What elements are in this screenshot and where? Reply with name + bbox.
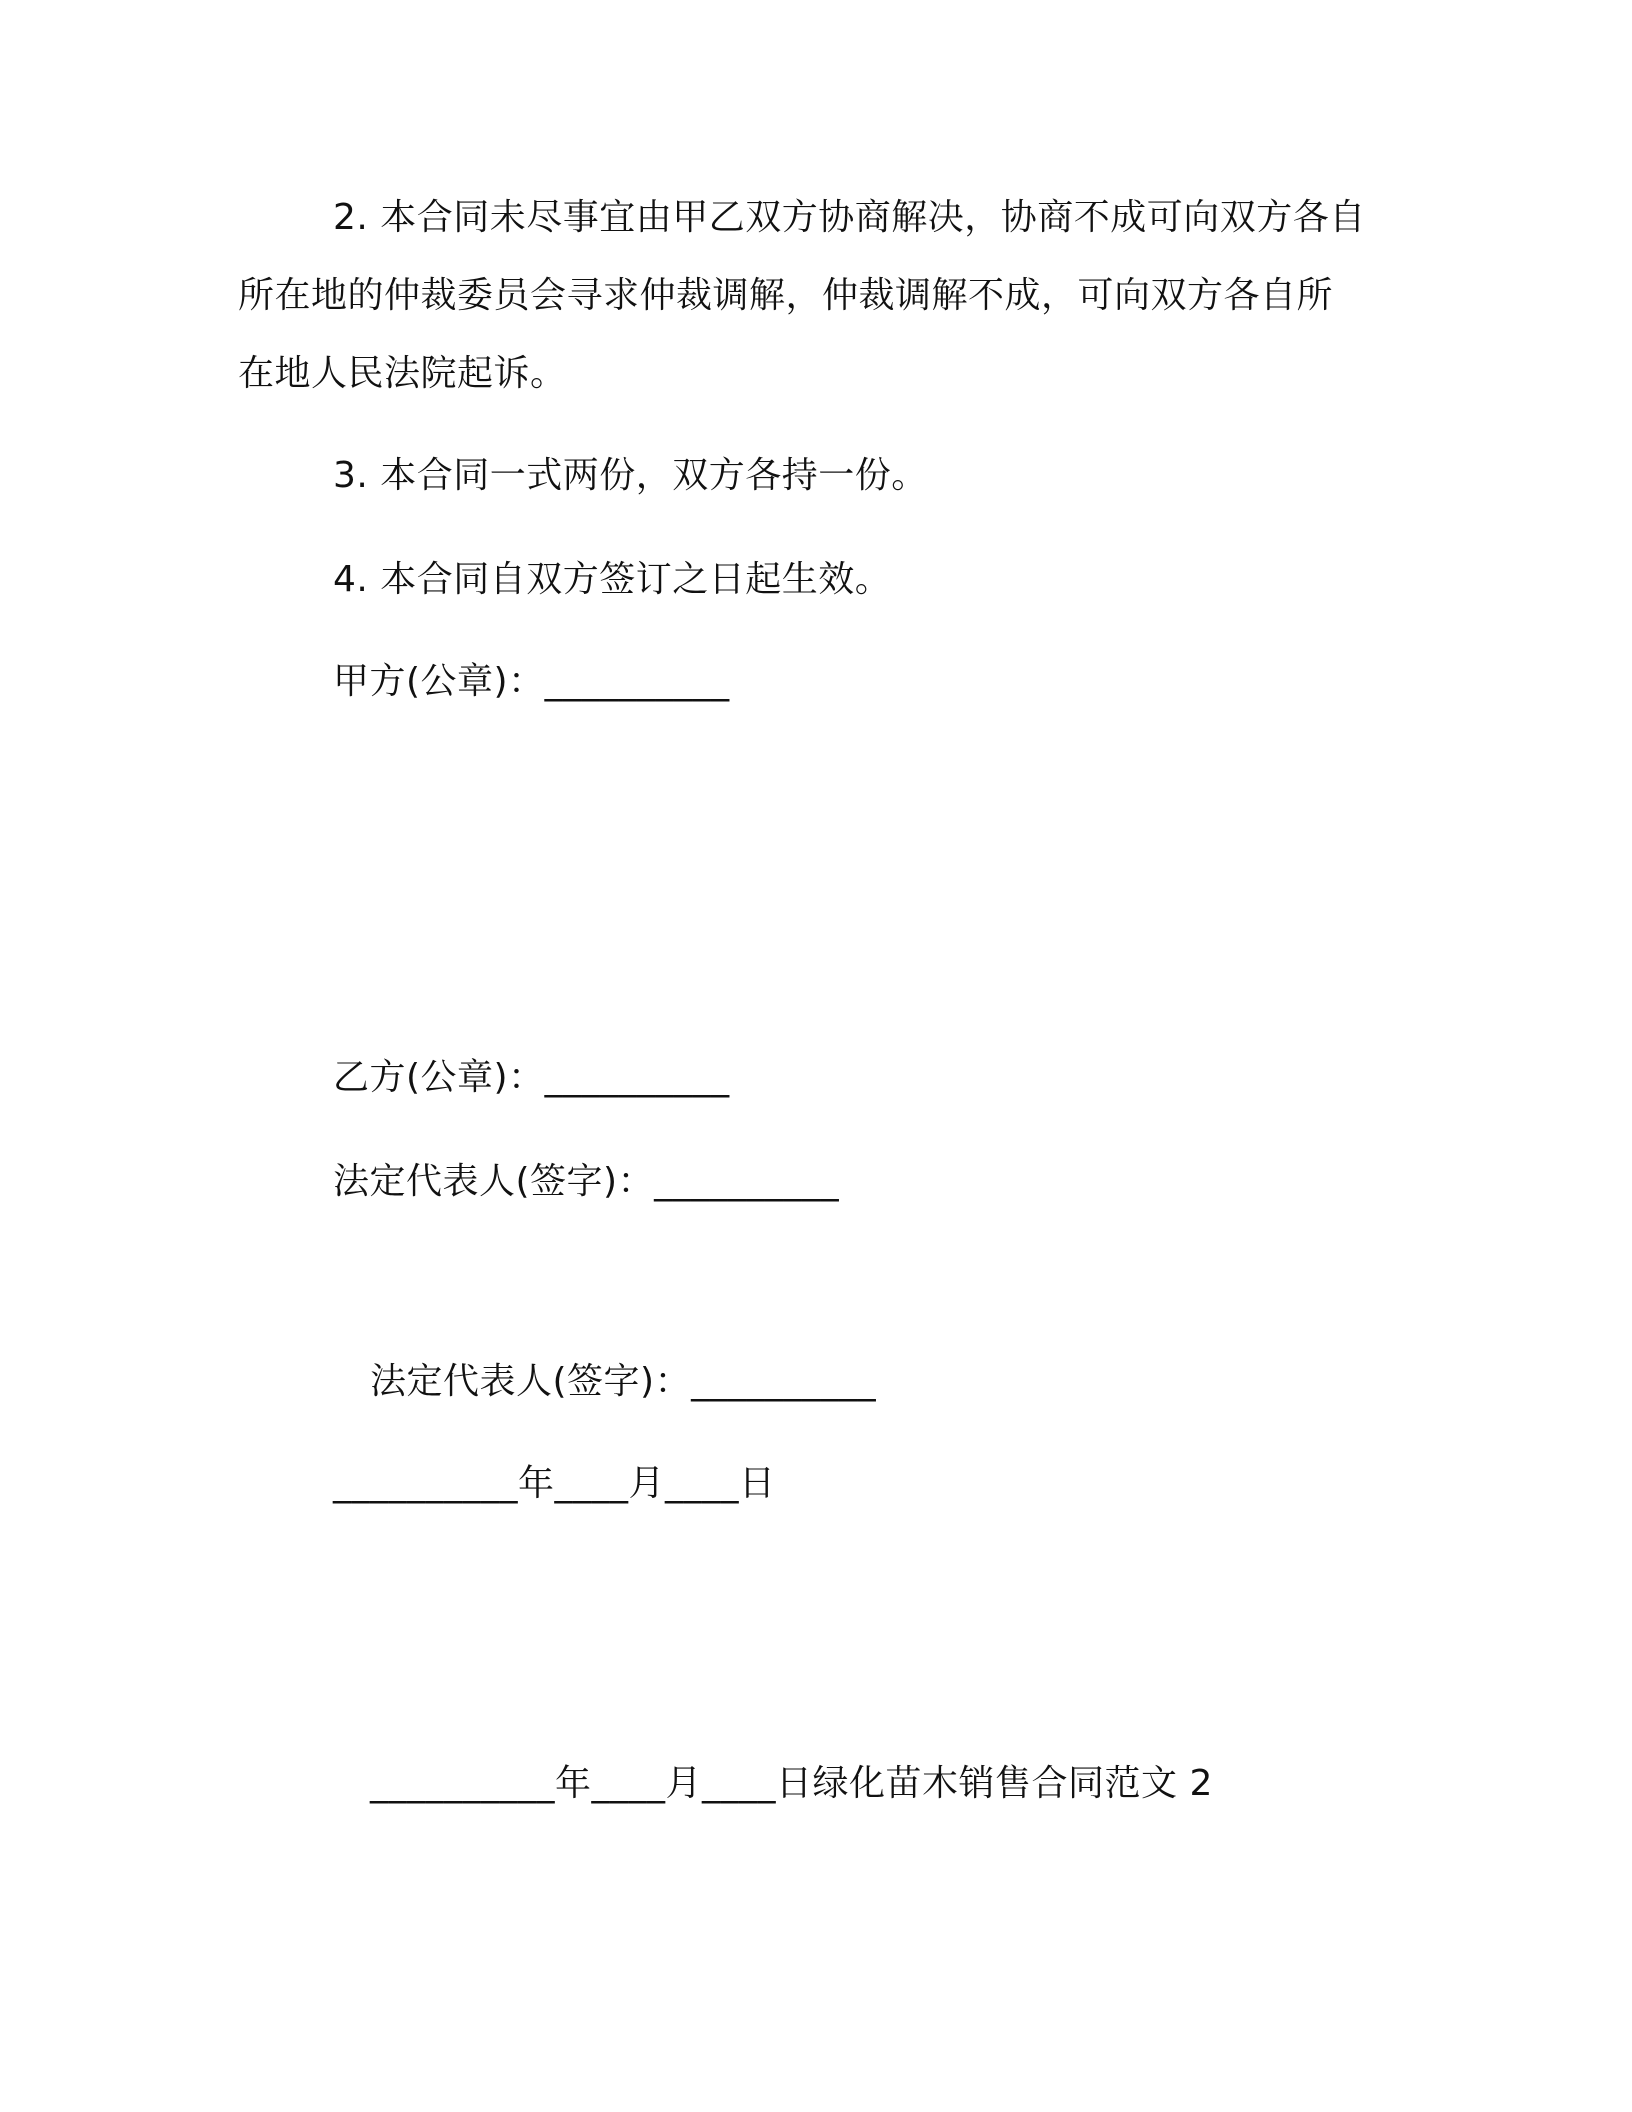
date-line-1: __________年____月____日 — [333, 1463, 776, 1504]
legal-rep-signature-line-2: 法定代表人(签字)：__________ — [370, 1361, 877, 1402]
clause-3: 3. 本合同一式两份，双方各持一份。 — [333, 455, 928, 496]
date-line-2-with-next-title: __________年____月____日绿化苗木销售合同范文 2 — [370, 1763, 1213, 1804]
clause-2-line-1: 2. 本合同未尽事宜由甲乙双方协商解决，协商不成可向双方各自 — [333, 197, 1366, 238]
party-a-seal-line: 甲方(公章)：__________ — [333, 661, 730, 702]
clause-2-line-3: 在地人民法院起诉。 — [238, 353, 567, 394]
clause-4: 4. 本合同自双方签订之日起生效。 — [333, 559, 892, 600]
clause-2-line-2: 所在地的仲裁委员会寻求仲裁调解，仲裁调解不成，可向双方各自所 — [238, 275, 1334, 316]
party-b-seal-line: 乙方(公章)：__________ — [333, 1057, 730, 1098]
legal-rep-signature-line-1: 法定代表人(签字)：__________ — [333, 1161, 840, 1202]
